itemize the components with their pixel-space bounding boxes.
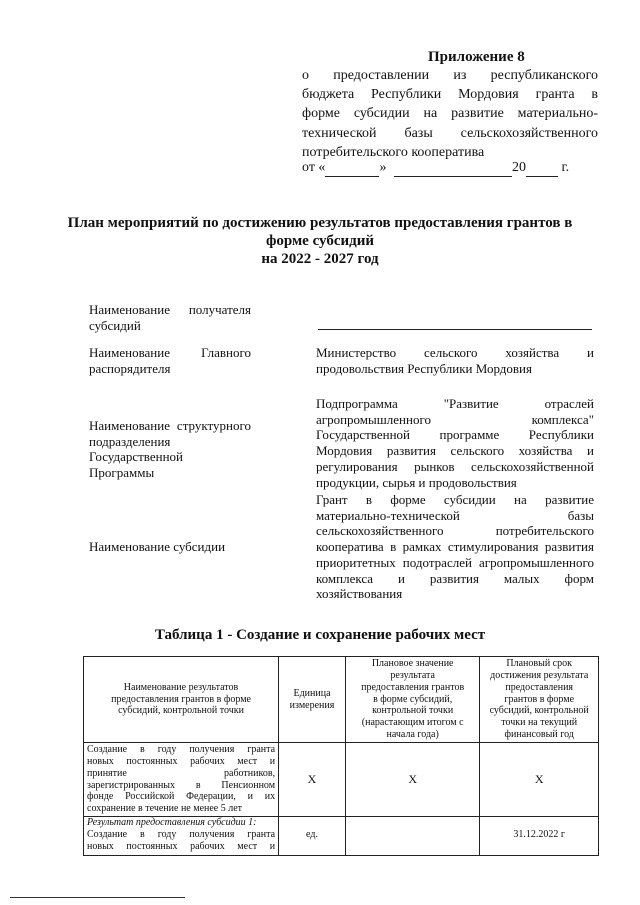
cell-line: принятие работников, (87, 767, 276, 779)
row-deadline: 31.12.2022 г (480, 817, 599, 856)
cell-line: Создание в году получения гранта (87, 828, 276, 840)
header-line: результата (390, 670, 435, 681)
row-unit: Х (279, 743, 346, 817)
value-line: продовольствия Республики Мордовия (316, 360, 532, 376)
cell-line: сохранение в течение не менее 5 лет (87, 803, 243, 815)
label-line: субсидий (89, 317, 141, 333)
label-line: Государственной Программы (89, 449, 184, 480)
row-name (84, 817, 279, 856)
header-line: Плановый срок (506, 658, 572, 670)
plan-title-line: План мероприятий по достижению результатов предоставления грантов в (67, 215, 573, 231)
row-plan-value: Х (345, 743, 479, 817)
cell-line: новых постоянных рабочих мест и (87, 755, 276, 767)
header-line: Плановое значение (371, 658, 454, 670)
label-line: Наименование получателя (89, 302, 251, 317)
plan-title (60, 214, 580, 268)
header-line: предоставления (505, 681, 574, 693)
header-line: предоставления грантов (361, 681, 465, 693)
date-month-blank (394, 160, 512, 177)
table1 (83, 656, 599, 856)
header-line: (нарастающим итогом с (361, 717, 464, 729)
appendix-date-line (302, 160, 598, 177)
appendix-line: потребительского кооператива (302, 144, 485, 160)
structural-value (316, 396, 594, 490)
value-line: продукции, сырья и продовольствия (316, 474, 517, 490)
header-plan-value (345, 657, 479, 743)
cell-line: новых постоянных рабочих мест и (87, 840, 276, 852)
header-line: контрольной точки (372, 705, 454, 717)
label-line: Наименование субсидии (89, 539, 226, 554)
value-line: регулирования рынков сельскохозяйственной (316, 458, 594, 474)
value-line: комплекса и развития малых форм (316, 570, 594, 586)
value-line: Подпрограмма "Развитие отраслей (316, 396, 594, 411)
cell-line: зарегистрированных в Пенсионном (87, 779, 276, 791)
appendix-line: о предоставлении из республиканского (302, 68, 598, 83)
appendix-subtitle (302, 66, 598, 162)
recipient-blank-line (318, 329, 592, 330)
table-header-row (84, 657, 599, 743)
header-line: начала года) (386, 728, 439, 740)
header-unit (279, 657, 346, 743)
label-line: Наименование структурного (89, 418, 251, 433)
value-line: хозяйствования (316, 586, 403, 602)
appendix-line: технической базы сельскохозяйственного (302, 125, 598, 141)
appendix-line: форме субсидии на развитие материально- (302, 106, 598, 122)
value-line: материально-технической базы (316, 507, 594, 523)
manager-value (316, 345, 594, 376)
manager-label (89, 345, 251, 376)
header-line: Наименование результатов (123, 681, 239, 693)
date-day-blank (325, 160, 379, 177)
header-line: предоставления грантов в форме (111, 693, 251, 705)
value-line: Мордовия развития сельского хозяйства и (316, 443, 594, 459)
appendix-line: бюджета Республики Мордовия гранта в (302, 87, 598, 103)
label-line: распорядителя (89, 360, 171, 376)
header-line: субсидий, контрольной (489, 705, 589, 717)
value-line: агропромышленного комплекса" (316, 411, 594, 427)
row-deadline: Х (480, 743, 599, 817)
cell-line: фонде Российской Федерации, и их (87, 791, 276, 803)
row-plan-value (345, 817, 479, 856)
table-row (84, 743, 599, 817)
value-line: Министерство сельского хозяйства и (316, 345, 594, 360)
cell-line: Создание в году получения гранта (87, 744, 276, 756)
header-line: субсидий, контрольной точки (118, 705, 244, 717)
value-line: кооператива в рамках стимулирования развития (316, 539, 594, 555)
header-deadline (480, 657, 599, 743)
value-line: Государственной программе Республики (316, 427, 594, 443)
value-line: Грант в форме субсидии на развитие (316, 492, 594, 507)
plan-title-line: форме субсидий (265, 233, 375, 249)
header-line: достижения результата (490, 670, 589, 681)
date-mid: » (379, 160, 387, 175)
table1-title: Таблица 1 - Создание и сохранение рабочих мест (154, 627, 486, 643)
header-result-name (84, 657, 279, 743)
header-line: финансовый год (504, 728, 574, 740)
header-line: измерения (289, 699, 335, 711)
cell-line-italic: Результат предоставления субсидии 1: (87, 817, 257, 828)
date-prefix: от « (302, 160, 326, 175)
structural-label (89, 418, 251, 480)
date-year: 20 (511, 160, 526, 175)
row-name (84, 743, 279, 817)
label-line: подразделения (89, 433, 171, 449)
header-line: в форме субсидий, (373, 693, 453, 705)
recipient-label (89, 302, 251, 333)
value-line: сельскохозяйственного потребительского (316, 523, 594, 539)
table-row (84, 817, 599, 856)
date-suffix: г. (561, 160, 570, 175)
header-line: точки на текущий (501, 717, 578, 729)
header-line: грантов в форме (504, 693, 575, 705)
label-line: Наименование Главного (89, 345, 251, 360)
header-line: Единица (293, 687, 331, 699)
date-year-blank (526, 160, 558, 177)
footnote-separator (10, 897, 185, 898)
subsidy-label (89, 539, 251, 555)
plan-title-line: на 2022 - 2027 год (261, 251, 379, 267)
subsidy-value (316, 492, 594, 602)
value-line: приоритетных подотраслей агропромышленного (316, 554, 594, 570)
appendix-title: Приложение 8 (428, 49, 525, 65)
row-unit: ед. (279, 817, 346, 856)
